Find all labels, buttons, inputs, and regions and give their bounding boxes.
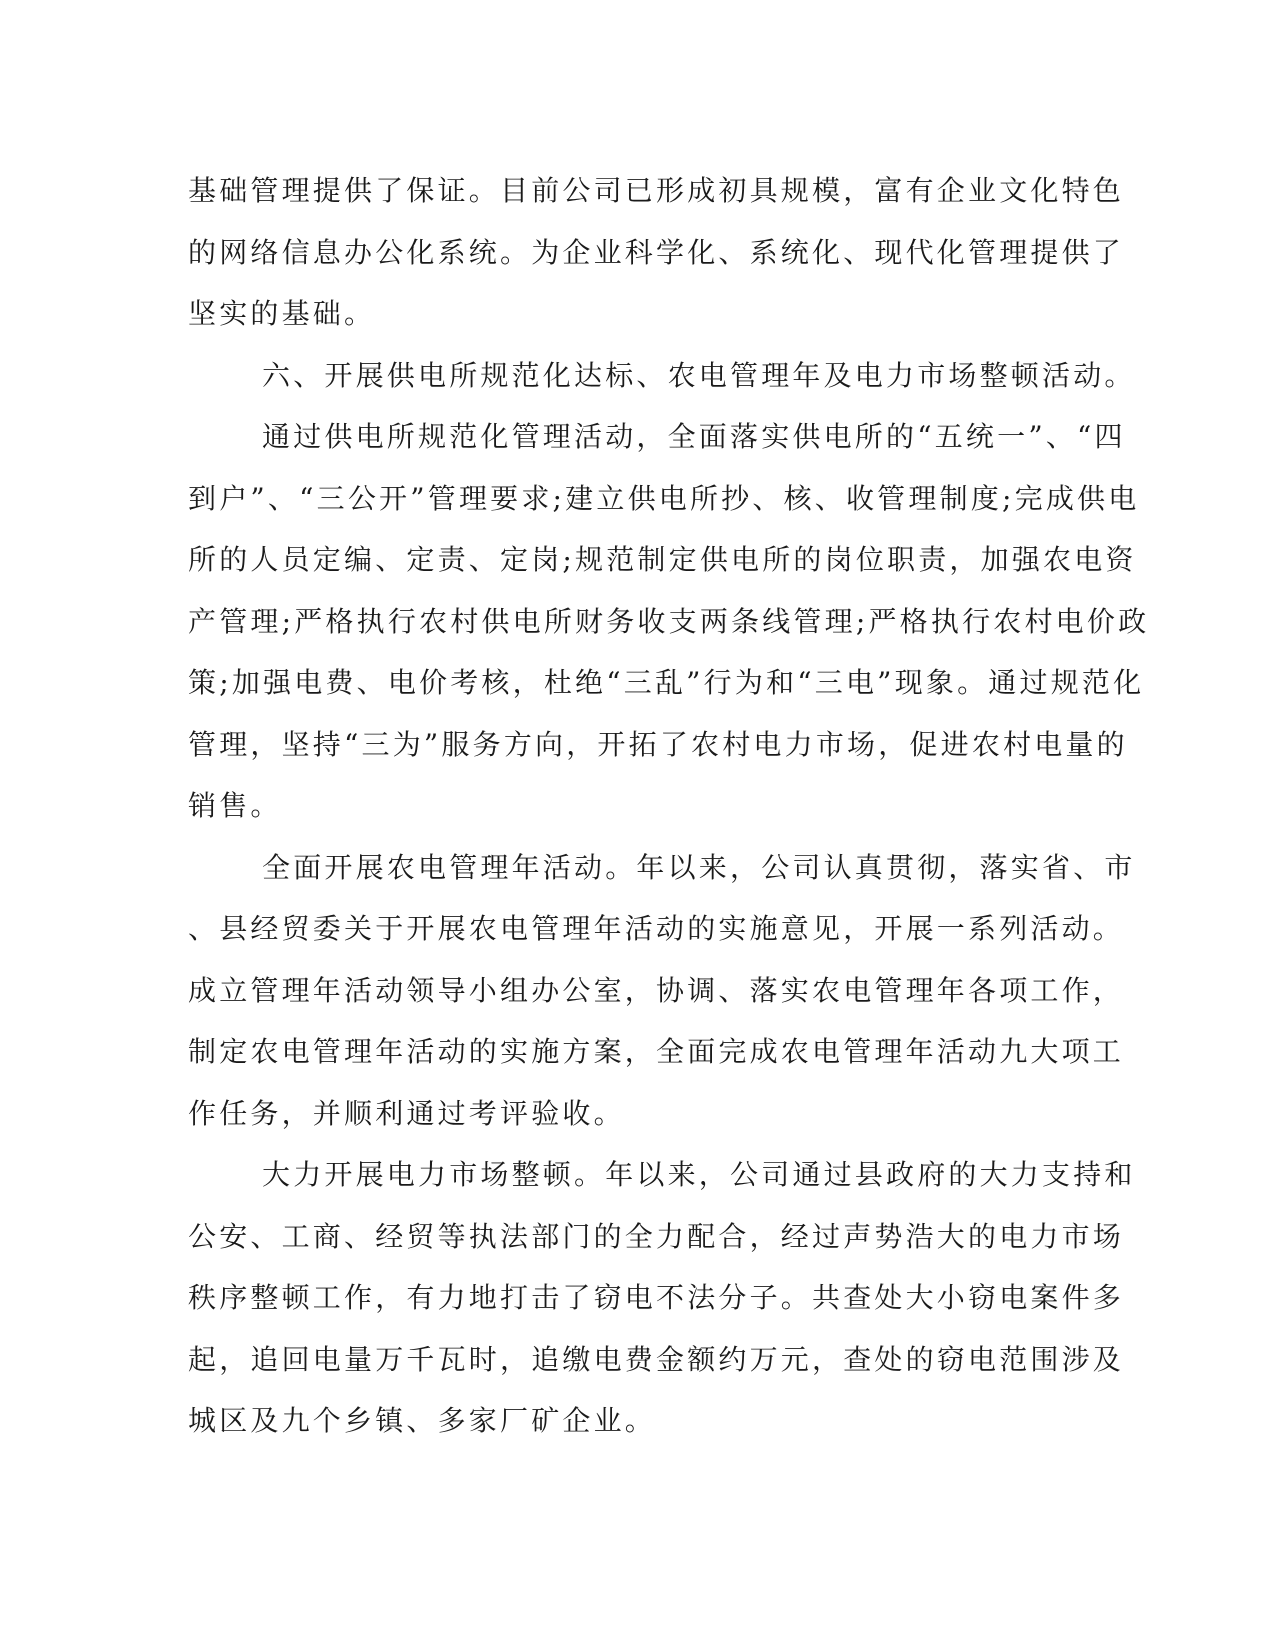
text-line: 城区及九个乡镇、多家厂矿企业。 bbox=[188, 1404, 657, 1437]
paragraph-start-line: 全面开展农电管理年活动。年以来，公司认真贯彻，落实省、市 bbox=[262, 850, 1136, 884]
paragraph-start-line: 大力开展电力市场整顿。年以来，公司通过县政府的大力支持和 bbox=[262, 1158, 1136, 1191]
text-line: 基础管理提供了保证。目前公司已形成初具规模，富有企业文化特色 bbox=[188, 174, 1125, 207]
text-line: 公安、工商、经贸等执法部门的全力配合，经过声势浩大的电力市场 bbox=[188, 1219, 1125, 1253]
text-line: 、县经贸委关于开展农电管理年活动的实施意见，开展一系列活动。 bbox=[188, 912, 1125, 945]
text-line: 销售。 bbox=[188, 789, 282, 822]
text-line: 成立管理年活动领导小组办公室，协调、落实农电管理年各项工作， bbox=[188, 973, 1125, 1007]
text-line: 秩序整顿工作，有力地打击了窃电不法分子。共查处大小窃电案件多 bbox=[188, 1281, 1125, 1314]
paragraph-start-line: 通过供电所规范化管理活动，全面落实供电所的“五统一”、“四 bbox=[262, 420, 1126, 453]
text-line: 到户”、“三公开”管理要求;建立供电所抄、核、收管理制度;完成供电 bbox=[188, 481, 1140, 515]
section-heading: 六、开展供电所规范化达标、农电管理年及电力市场整顿活动。 bbox=[262, 358, 1136, 392]
text-line: 的网络信息办公化系统。为企业科学化、系统化、现代化管理提供了 bbox=[188, 235, 1125, 269]
text-line: 管理，坚持“三为”服务方向，开拓了农村电力市场，促进农村电量的 bbox=[188, 727, 1128, 761]
text-line: 起，追回电量万千瓦时，追缴电费金额约万元，查处的窃电范围涉及 bbox=[188, 1342, 1125, 1376]
text-line: 所的人员定编、定责、定岗;规范制定供电所的岗位职责，加强农电资 bbox=[188, 543, 1137, 576]
text-line: 产管理;严格执行农村供电所财务收支两条线管理;严格执行农村电价政 bbox=[188, 604, 1150, 638]
text-line: 作任务，并顺利通过考评验收。 bbox=[188, 1096, 625, 1130]
text-line: 策;加强电费、电价考核，杜绝“三乱”行为和“三电”现象。通过规范化 bbox=[188, 666, 1145, 699]
text-line: 坚实的基础。 bbox=[188, 297, 376, 330]
body-text bbox=[188, 160, 1150, 1452]
text-line: 制定农电管理年活动的实施方案，全面完成农电管理年活动九大项工 bbox=[188, 1035, 1125, 1068]
